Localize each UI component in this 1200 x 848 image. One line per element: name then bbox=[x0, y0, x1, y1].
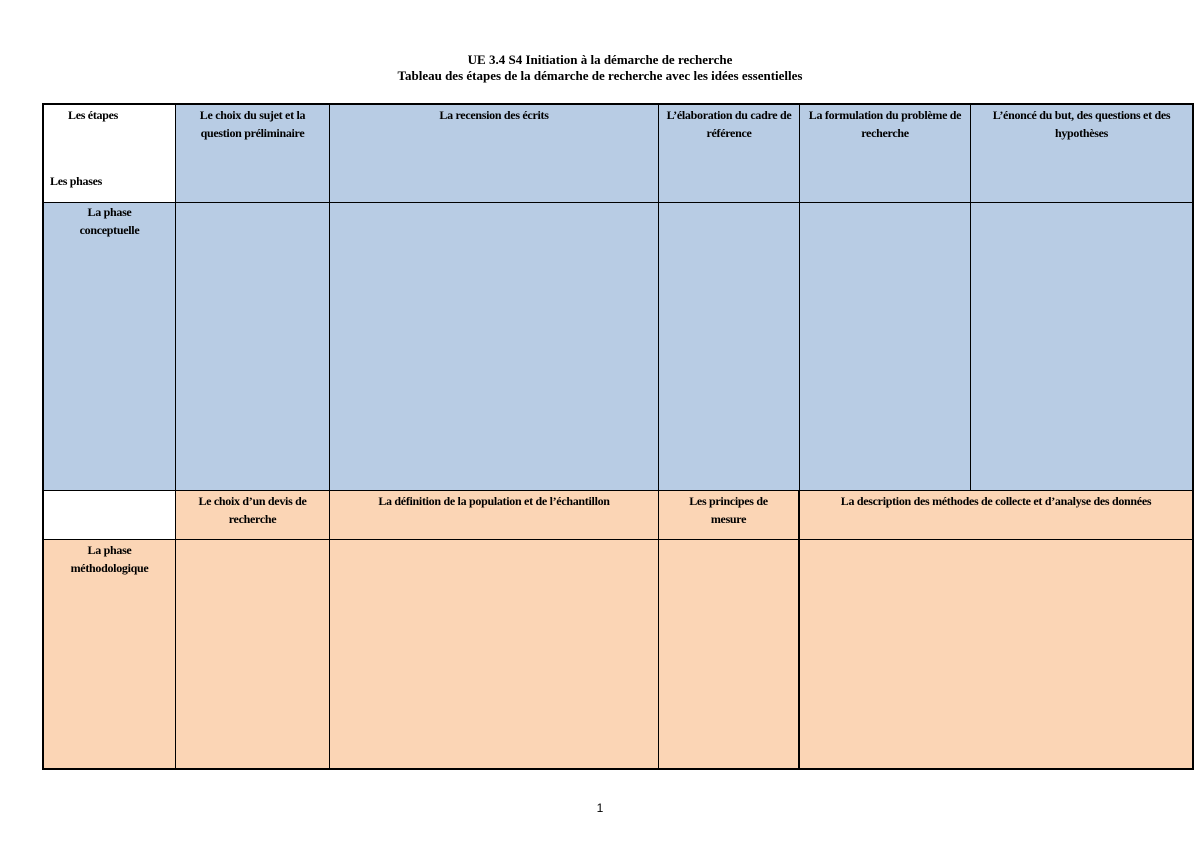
conceptual-cell-4 bbox=[800, 203, 971, 491]
header-enonce-but: L’énoncé du but, des questions et des hypothèses bbox=[971, 105, 1192, 203]
header-population-echantillon: La définition de la population et de l’échantillon bbox=[330, 491, 659, 540]
header-methodes-collecte: La description des méthodes de collecte et d’analyse des données bbox=[800, 491, 1192, 540]
header-choix-sujet: Le choix du sujet et la question préliminaire bbox=[176, 105, 330, 203]
header-devis-recherche: Le choix d’un devis de recherche bbox=[176, 491, 330, 540]
phases-label: Les phases bbox=[50, 174, 103, 188]
page-number: 1 bbox=[596, 801, 604, 815]
methodological-cell-1 bbox=[176, 540, 330, 768]
header-recension-ecrits: La recension des écrits bbox=[330, 105, 659, 203]
corner-cell bbox=[44, 105, 176, 203]
conceptual-cell-3 bbox=[659, 203, 800, 491]
title-line-1: UE 3.4 S4 Initiation à la démarche de recherche bbox=[467, 52, 733, 67]
document-title bbox=[0, 52, 1200, 84]
methodological-header-blank bbox=[44, 491, 176, 540]
methodological-cell-4 bbox=[800, 540, 1192, 768]
conceptual-cell-5 bbox=[971, 203, 1192, 491]
title-line-2: Tableau des étapes de la démarche de recherche avec les idées essentielles bbox=[397, 68, 803, 83]
methodological-phase-label: La phase méthodologique bbox=[44, 540, 176, 768]
methodological-cell-3 bbox=[659, 540, 800, 768]
conceptual-phase-label: La phase conceptuelle bbox=[44, 203, 176, 491]
header-formulation-probleme: La formulation du problème de recherche bbox=[800, 105, 971, 203]
conceptual-cell-1 bbox=[176, 203, 330, 491]
header-cadre-reference: L’élaboration du cadre de référence bbox=[659, 105, 800, 203]
header-principes-mesure: Les principes de mesure bbox=[659, 491, 800, 540]
conceptual-cell-2 bbox=[330, 203, 659, 491]
methodological-cell-2 bbox=[330, 540, 659, 768]
etapes-label: Les étapes bbox=[68, 108, 118, 122]
research-steps-table bbox=[42, 103, 1194, 770]
